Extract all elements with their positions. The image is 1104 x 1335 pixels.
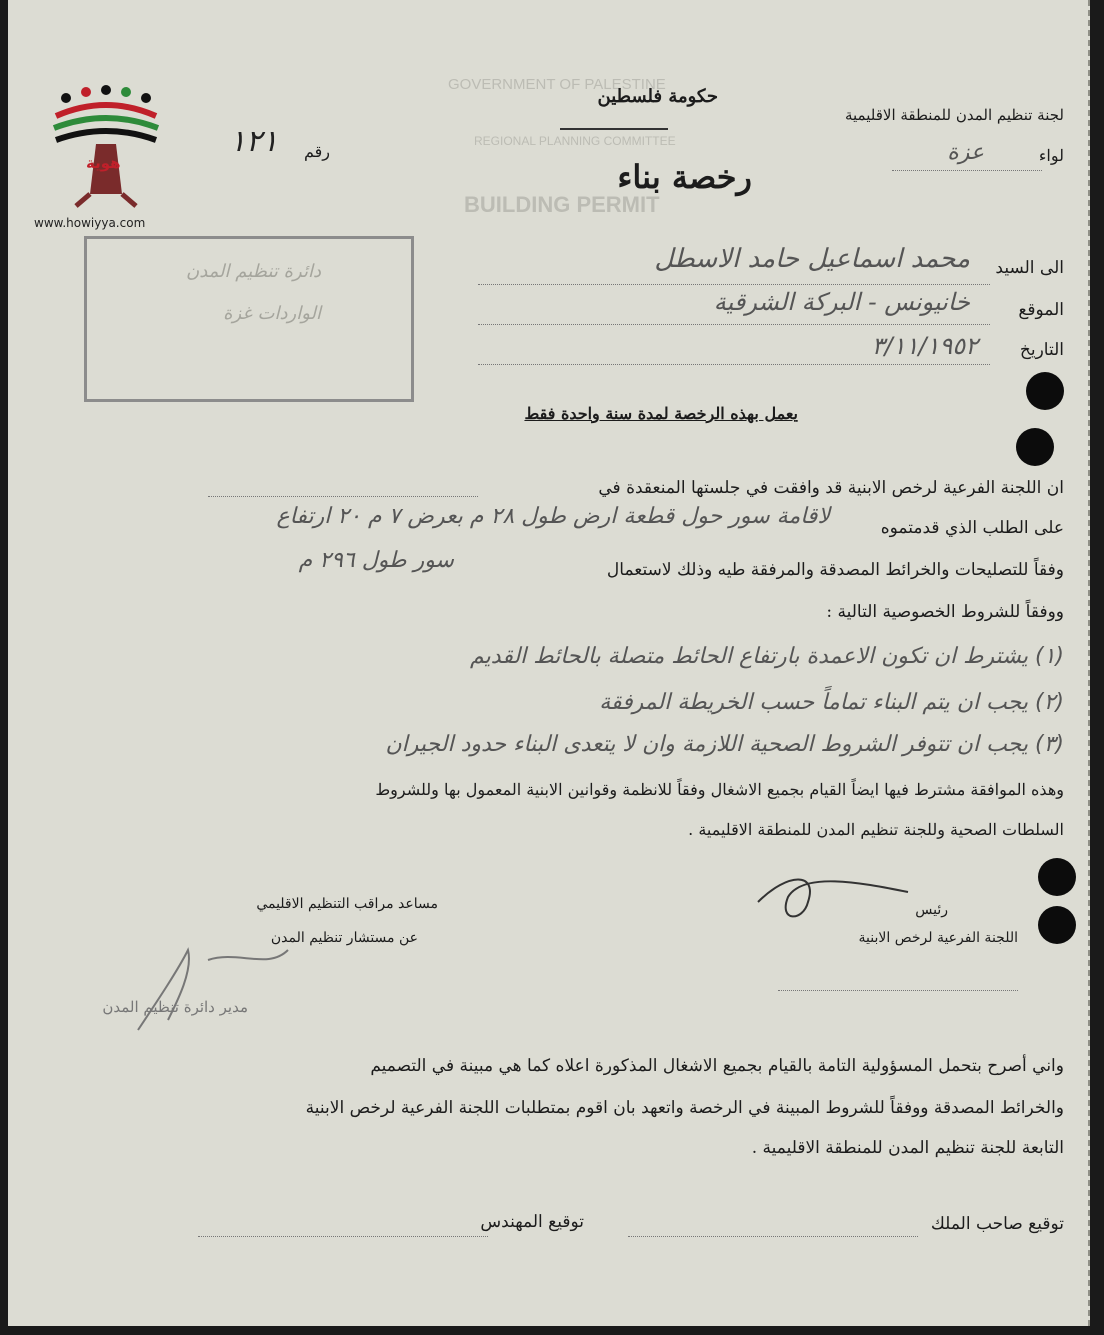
stamp-line-2: الواردات غزة: [223, 303, 321, 324]
location-label: الموقع: [1018, 300, 1064, 320]
logo-url: www.howiyya.com: [34, 216, 146, 230]
faint-committee-en: REGIONAL PLANNING COMMITTEE: [474, 134, 676, 148]
condition-3: (٣) يجب ان تتوفر الشروط الصحية اللازمة وان لا يتعدى البناء حدود الجيران: [385, 732, 1064, 757]
government-title: حكومة فلسطين: [597, 86, 718, 107]
president-title: رئيس: [915, 902, 948, 918]
permit-title: رخصة بناء: [617, 158, 752, 196]
president-signature-icon: [748, 862, 918, 932]
document-page: [8, 0, 1090, 1326]
date-value: ٣/١١/١٩٥٢: [871, 332, 978, 360]
condition-1: (١) يشترط ان تكون الاعمدة بارتفاع الحائط متصلة بالحائط القديم: [470, 644, 1064, 669]
president-subtitle: اللجنة الفرعية لرخص الابنية: [858, 930, 1018, 946]
punch-hole: [1016, 428, 1054, 466]
punch-hole: [1038, 906, 1076, 944]
assistant-signature-icon: [118, 930, 298, 1040]
faint-government-en: GOVERNMENT OF PALESTINE: [448, 76, 666, 93]
director-title: مدير دائرة تنظيم المدن: [102, 998, 248, 1016]
owner-signature-label: توقيع صاحب الملك: [930, 1214, 1064, 1234]
body-line-3: وفقاً للتصليحات والخرائط المصدقة والمرفقة طيه وذلك لاستعمال: [606, 560, 1064, 580]
logo-wordmark: هوية: [86, 154, 121, 172]
punch-hole: [1026, 372, 1064, 410]
engineer-signature-label: توقيع المهندس: [480, 1212, 584, 1232]
body-line-2-label: على الطلب الذي قدمتموه: [880, 518, 1064, 538]
district-label: لواء: [1038, 146, 1064, 165]
tree-logo-icon: [46, 84, 166, 214]
stamp-line-1: دائرة تنظيم المدن: [185, 261, 321, 282]
declaration-line-1: واني أصرح بتحمل المسؤولية التامة بالقيام بجميع الاشغال المذكورة اعلاه كما هي مبينة في التصميم: [370, 1056, 1064, 1076]
assistant-title-2: عن مستشار تنظيم المدن: [270, 930, 418, 946]
to-value: محمد اسماعيل حامد الاسطل: [654, 244, 970, 274]
date-label: التاريخ: [1019, 340, 1064, 360]
number-value: ١٢١: [229, 124, 278, 159]
location-value: خانيونس - البركة الشرقية: [713, 288, 970, 316]
district-value: عزة: [947, 140, 984, 165]
approval-line-2: السلطات الصحية وللجنة تنظيم المدن للمنطقة الاقليمية .: [688, 820, 1064, 839]
body-line-1: ان اللجنة الفرعية لرخص الابنية قد وافقت في جلستها المنعقدة في: [598, 478, 1064, 498]
validity-note: يعمل بهذه الرخصة لمدة سنة واحدة فقط: [524, 404, 798, 423]
condition-2: (٢) يجب ان يتم البناء تماماً حسب الخريطة المرفقة: [599, 690, 1064, 715]
faint-permit-en: BUILDING PERMIT: [464, 192, 660, 217]
body-line-3-hand: سور طول ٢٩٦ م: [298, 548, 454, 573]
punch-hole: [1038, 858, 1076, 896]
registry-stamp: [84, 236, 414, 402]
howiyya-logo: [34, 84, 166, 234]
to-label: الى السيد: [995, 258, 1064, 278]
number-label: رقم: [303, 142, 330, 161]
body-line-2-hand: لاقامة سور حول قطعة ارض طول ٢٨ م بعرض ٧ م ٢٠ ارتفاع: [276, 504, 830, 529]
declaration-line-2: والخرائط المصدقة ووفقاً للشروط المبينة في الرخصة واتعهد بان اقوم بمتطلبات اللجنة الفرعية لرخص الابنية: [305, 1098, 1064, 1118]
approval-line-1: وهذه الموافقة مشترط فيها ايضاً القيام بجميع الاشغال وفقاً للانظمة وقوانين الابنية المعمول بها وللشروط: [375, 780, 1064, 799]
declaration-line-3: التابعة للجنة تنظيم المدن للمنطقة الاقليمية .: [751, 1138, 1064, 1158]
body-line-4: ووفقاً للشروط الخصوصية التالية :: [826, 602, 1064, 622]
assistant-title-1: مساعد مراقب التنظيم الاقليمي: [256, 896, 438, 912]
committee-name: لجنة تنظيم المدن للمنطقة الاقليمية: [844, 106, 1064, 124]
